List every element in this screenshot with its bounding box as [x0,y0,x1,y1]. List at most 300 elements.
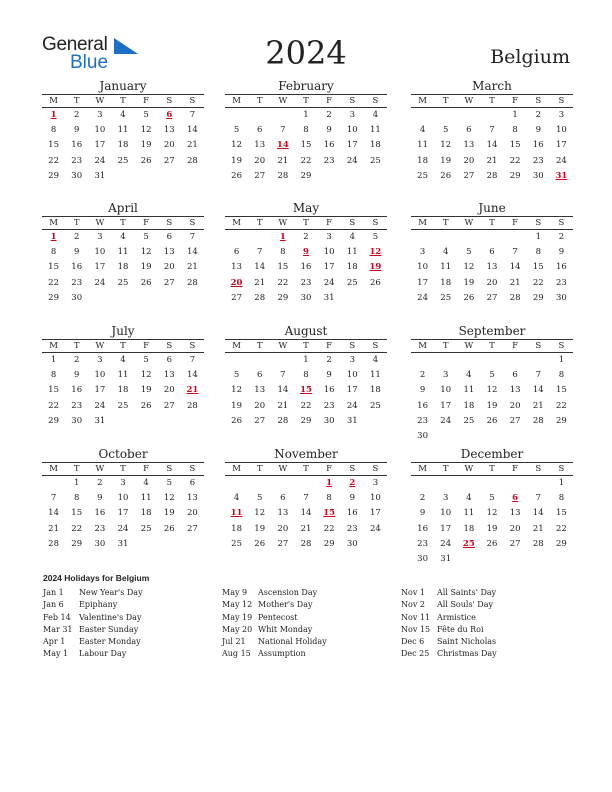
weekday-label: M [232,218,241,228]
holiday-day: 1 [50,232,57,242]
day: 3 [349,110,355,120]
day: 17 [440,523,452,534]
day: 5 [489,370,495,381]
day: 11 [463,508,475,519]
day: 3 [349,355,355,365]
empty-day [88,291,111,306]
weekday-label: S [372,341,379,351]
week-row [225,368,387,383]
day: 24 [440,538,452,549]
day: 6 [257,370,263,381]
week-row [42,169,204,184]
day: 19 [231,155,242,166]
week-row [225,108,387,123]
day: 2 [326,110,332,120]
week-row [411,429,573,444]
week-row [411,276,573,291]
day: 11 [117,370,129,381]
day: 7 [189,110,196,120]
weekday-label: M [49,464,58,474]
day: 8 [303,370,309,381]
day: 20 [163,262,175,273]
day: 26 [486,415,498,426]
empty-day [527,552,550,567]
day: 23 [532,155,544,166]
day: 10 [94,370,106,381]
day: 11 [370,125,381,136]
day: 2 [535,110,541,120]
day: 1 [512,110,518,120]
empty-day [504,429,527,444]
day: 18 [117,140,129,151]
day: 3 [97,232,103,242]
day: 16 [417,523,428,534]
weekday-label: T [256,96,263,106]
day: 19 [140,385,152,396]
day: 17 [94,140,106,151]
empty-day [504,230,527,245]
day: 30 [417,553,428,564]
week-row [225,399,387,414]
week-row [42,154,204,169]
day: 25 [370,400,381,411]
day: 27 [509,538,521,549]
holiday-name: Assumption [258,649,306,659]
day: 31 [117,538,129,549]
day: 10 [556,125,567,136]
logo-text-blue: Blue [70,52,109,73]
empty-day [364,414,387,429]
weekday-label: S [166,464,173,474]
day: 28 [187,400,198,411]
day: 6 [257,125,263,136]
day: 31 [94,170,106,181]
day: 17 [346,140,358,151]
day: 24 [556,155,567,166]
day: 18 [370,385,381,396]
day: 30 [71,292,83,303]
empty-day [42,476,65,491]
weekday-label: S [189,218,196,228]
day: 17 [346,385,358,396]
day: 21 [532,400,544,411]
day: 19 [231,400,242,411]
day: 1 [535,232,541,242]
day: 2 [419,493,426,504]
day: 30 [417,430,428,441]
empty-day [158,537,181,552]
day: 27 [163,155,175,166]
weekday-label: W [464,218,474,228]
day: 27 [254,170,266,181]
day: 10 [346,370,358,381]
empty-day [434,108,457,123]
day: 26 [231,415,242,426]
empty-day [111,414,134,429]
weekday-label: M [418,341,427,351]
empty-day [181,169,204,184]
holiday-date: Mar 31 [43,624,73,634]
holiday-name: Whit Monday [258,624,313,634]
day: 21 [187,262,198,273]
holiday-day: 2 [349,478,356,488]
day: 10 [417,262,428,273]
day: 14 [254,262,266,273]
week-row [225,169,387,184]
empty-day [434,429,457,444]
day: 8 [535,247,541,258]
day: 28 [48,538,59,549]
weekday-header [225,462,387,476]
day: 5 [489,493,495,504]
empty-day [111,169,134,184]
day: 18 [370,140,381,151]
empty-day [434,476,457,491]
day: 6 [166,355,172,365]
page-title: 2024 [265,34,347,72]
weekday-header [42,216,204,230]
day: 9 [349,493,355,504]
empty-day [457,353,480,368]
day: 2 [97,478,103,488]
week-row [225,230,387,245]
day: 23 [346,523,358,534]
day: 9 [535,125,541,136]
day: 28 [509,292,521,303]
week-row [225,123,387,138]
day: 24 [417,292,428,303]
day: 29 [277,292,289,303]
day: 28 [486,170,498,181]
empty-day [480,230,503,245]
weekday-label: T [489,341,495,351]
holiday-row [222,624,402,636]
day: 30 [323,415,335,426]
empty-day [364,169,387,184]
month-august [225,324,387,429]
day: 2 [74,355,80,365]
day: 3 [558,110,565,120]
day: 26 [140,277,152,288]
day: 30 [71,415,83,426]
empty-day [341,169,364,184]
day: 15 [532,262,544,273]
day: 2 [303,232,309,242]
day: 13 [509,385,521,396]
day: 28 [300,538,312,549]
month-january [42,79,204,184]
logo-text-general: General [42,34,108,55]
day: 21 [532,523,544,534]
weekday-label: S [535,96,542,106]
day: 14 [300,508,312,519]
week-row [42,506,204,521]
weekday-label: M [49,218,58,228]
weekday-label: S [558,341,565,351]
weekday-label: T [303,464,309,474]
day: 25 [463,415,475,426]
day: 29 [48,292,59,303]
weekday-label: T [73,341,80,351]
week-row [225,537,387,552]
day: 15 [300,140,312,151]
day: 24 [346,155,358,166]
holiday-day: 20 [230,277,243,288]
holiday-day: 12 [369,247,382,258]
day: 22 [277,277,289,288]
month-july [42,324,204,429]
day: 4 [143,478,149,488]
day: 6 [489,247,495,258]
weekday-label: F [512,341,519,351]
day: 8 [74,493,80,504]
week-row [411,154,573,169]
day: 18 [463,523,475,534]
day: 15 [556,508,567,519]
week-row [411,476,573,491]
week-row [411,138,573,153]
month-april [42,201,204,306]
weekday-label: M [49,96,58,106]
weekday-label: F [143,218,150,228]
day: 25 [117,277,129,288]
holiday-day: 6 [166,110,173,120]
holiday-day: 14 [276,140,289,151]
weekday-label: T [120,96,126,106]
day: 17 [323,262,335,273]
day: 15 [277,262,289,273]
empty-day [527,429,550,444]
holiday-name: Pentecost [258,612,298,622]
weekday-header [411,94,573,108]
day: 24 [370,523,381,534]
weekday-label: T [256,341,263,351]
day: 27 [163,277,175,288]
empty-day [181,291,204,306]
holiday-row [43,587,223,599]
day: 24 [440,415,452,426]
empty-day [457,476,480,491]
day: 23 [417,538,428,549]
month-name: September [458,324,526,338]
day: 10 [440,508,452,519]
weekday-header [225,216,387,230]
day: 29 [300,170,312,181]
day: 7 [489,125,495,136]
weekday-label: T [489,464,495,474]
holiday-name: All Souls' Day [437,600,493,610]
day: 29 [532,292,544,303]
month-name: November [274,447,338,461]
day: 21 [254,277,266,288]
weekday-label: F [326,218,333,228]
day: 19 [163,508,175,519]
week-row [42,276,204,291]
day: 21 [277,400,289,411]
day: 20 [509,400,521,411]
empty-day [135,291,158,306]
day: 8 [558,370,565,381]
week-row [225,245,387,260]
holiday-date: Jul 21 [222,637,246,647]
day: 19 [486,400,498,411]
weekday-label: T [442,96,449,106]
weekday-label: M [232,341,241,351]
week-row [42,230,204,245]
holiday-day: 15 [300,385,312,396]
day: 12 [486,385,498,396]
weekday-label: T [303,96,309,106]
weekday-label: T [73,464,80,474]
day: 8 [303,125,309,136]
day: 27 [277,538,289,549]
day: 13 [254,385,266,396]
weekday-label: W [464,96,474,106]
day: 18 [346,262,358,273]
weekday-header [411,462,573,476]
day: 28 [277,415,289,426]
day: 24 [117,523,129,534]
day: 14 [48,508,59,519]
holiday-date: Jan 6 [43,600,64,610]
week-row [225,154,387,169]
month-name: October [98,447,148,461]
holiday-date: Nov 1 [401,588,425,597]
day: 15 [556,385,567,396]
weekday-label: F [326,96,333,106]
empty-day [225,108,248,123]
weekday-label: F [143,464,150,474]
day: 31 [94,415,106,426]
day: 23 [71,155,83,166]
day: 20 [463,155,475,166]
holiday-name: National Holiday [258,637,327,647]
week-row [225,260,387,275]
weekday-label: M [418,96,427,106]
weekday-label: S [349,464,356,474]
weekday-header [42,94,204,108]
week-row [411,260,573,275]
week-row [411,399,573,414]
day: 16 [417,400,428,411]
day: 14 [486,140,498,151]
empty-day [181,537,204,552]
month-february [225,79,387,184]
holiday-day: 1 [326,478,333,488]
day: 9 [74,370,80,381]
day: 18 [440,277,452,288]
day: 13 [163,125,175,136]
empty-day [341,291,364,306]
day: 25 [140,523,152,534]
empty-day [318,169,341,184]
weekday-label: T [303,341,309,351]
empty-day [480,429,503,444]
day: 22 [48,277,59,288]
day: 15 [48,140,59,151]
empty-day [550,429,573,444]
week-row [42,108,204,123]
week-row [42,245,204,260]
month-name: July [111,324,135,338]
day: 12 [140,370,152,381]
day: 4 [120,355,126,365]
empty-day [271,108,294,123]
empty-day [411,353,434,368]
weekday-label: F [512,218,519,228]
day: 7 [189,232,196,242]
day: 22 [300,155,312,166]
empty-day [504,353,527,368]
weekday-label: S [372,96,379,106]
day: 25 [440,292,452,303]
day: 1 [50,355,57,365]
empty-day [271,476,294,491]
week-row [225,383,387,398]
holiday-column [43,587,223,661]
day: 1 [303,110,309,120]
day: 26 [440,170,452,181]
day: 4 [120,232,126,242]
day: 16 [71,262,83,273]
weekday-label: T [120,218,126,228]
weekday-label: S [349,341,356,351]
day: 11 [370,370,381,381]
day: 5 [443,125,449,136]
day: 10 [94,247,106,258]
holiday-name: Mother's Day [258,600,313,610]
day: 8 [50,247,57,258]
holiday-name: Valentine's Day [79,612,142,622]
day: 9 [419,508,426,519]
day: 28 [187,277,198,288]
day: 11 [140,493,152,504]
day: 28 [254,292,266,303]
day: 17 [94,385,106,396]
week-row [411,245,573,260]
empty-day [248,476,271,491]
day: 6 [280,493,286,504]
empty-day [248,353,271,368]
empty-day [181,414,204,429]
holiday-name: New Year's Day [79,588,143,597]
empty-day [248,108,271,123]
empty-day [457,108,480,123]
day: 24 [346,400,358,411]
holiday-row [401,599,581,611]
day: 29 [48,170,59,181]
week-row [42,260,204,275]
week-row [42,291,204,306]
weekday-label: S [189,96,196,106]
day: 15 [71,508,83,519]
day: 27 [163,400,175,411]
day: 2 [326,355,332,365]
day: 23 [417,415,428,426]
day: 25 [117,400,129,411]
day: 15 [48,262,59,273]
week-row [411,368,573,383]
day: 17 [117,508,129,519]
weekday-label: F [512,96,519,106]
weekday-label: W [278,464,288,474]
week-row [225,522,387,537]
day: 16 [94,508,106,519]
empty-day [248,230,271,245]
empty-day [158,291,181,306]
weekday-label: S [166,218,173,228]
weekday-label: S [558,96,565,106]
